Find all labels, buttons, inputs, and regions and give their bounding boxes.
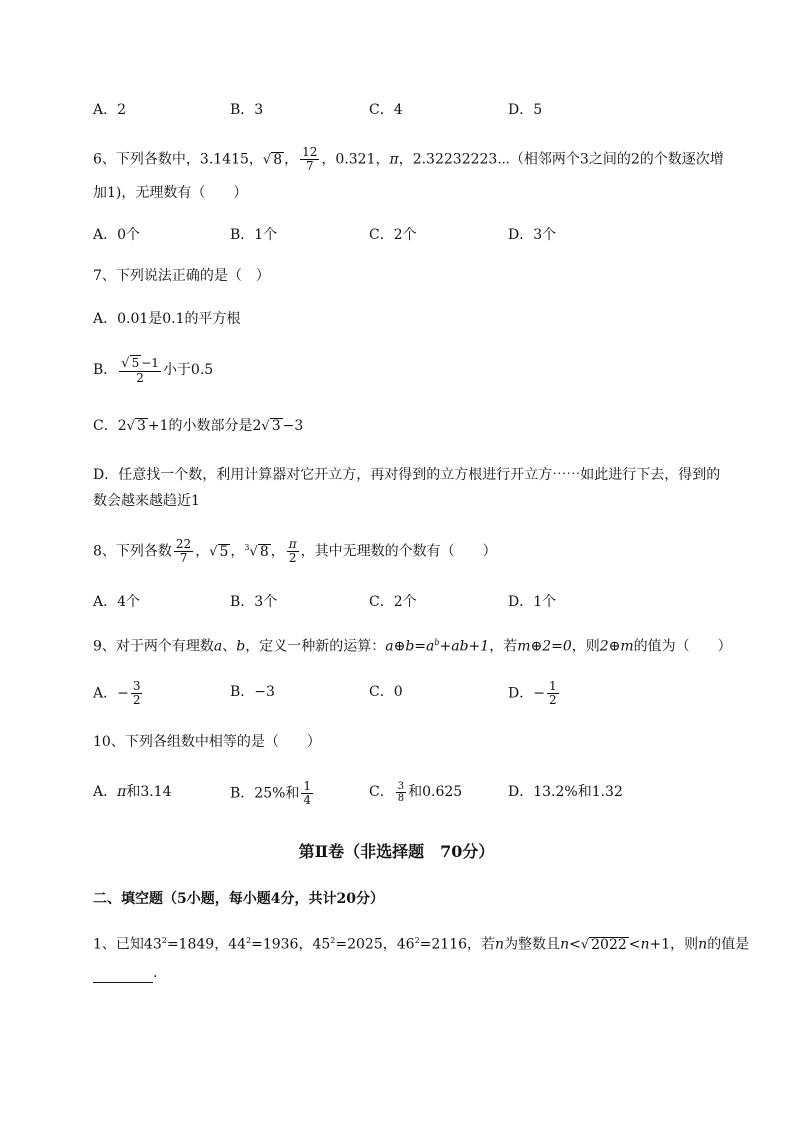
- q7-option-a: A．0.01是0.1的平方根: [93, 311, 241, 327]
- frac-denominator: 4: [303, 793, 312, 807]
- pi-symbol: π: [117, 784, 127, 800]
- q8-stem-text: ，其中无理数的个数有（ ）: [300, 543, 497, 560]
- frac-denominator: 2: [132, 693, 141, 707]
- fill1-text: =1936，45: [251, 936, 331, 953]
- q10-options: [93, 780, 753, 810]
- q8-option-c: C．2个: [369, 594, 417, 610]
- sqrt-value: 3: [271, 418, 281, 434]
- q6-options: [93, 223, 753, 247]
- fill1-stem: 1、已知$43^2=1849$，$44^2=1936$，$45^2=2025$，$46^2=2116$，若n为整数且n<√ 2022 <n+1，则n的值是: [93, 936, 750, 953]
- q7-option-b: [93, 355, 213, 385]
- q6-option-d: D．3个: [508, 227, 557, 243]
- var-n: n: [698, 936, 708, 953]
- fill1-text: 1、已知43: [93, 936, 162, 953]
- frac-numerator: π: [288, 537, 297, 552]
- option-label: D．−: [508, 685, 545, 702]
- part2-heading: 二、填空题（5小题，每小题4分，共计20分）: [93, 891, 384, 907]
- q6-sqrt: 8: [273, 151, 283, 168]
- coef: 2: [252, 418, 262, 434]
- sqrt-sign: √: [262, 152, 272, 168]
- frac-numerator: 22: [175, 537, 192, 552]
- q6-fraction: [300, 146, 319, 173]
- fill1-text: 为整数且: [504, 936, 561, 953]
- numerator-rest: −1: [141, 356, 159, 370]
- frac-numerator: 12: [302, 145, 318, 159]
- q6-option-a: A．0个: [93, 227, 141, 243]
- option-text: 和3.14: [126, 784, 172, 800]
- q8-stem: 8、下列各数 $\frac{22}{7}$ ，√ 5 ，$^3$√ 8 ， $\frac{\pi}{2}$ ，其中无理数的个数有（ ）: [93, 537, 497, 566]
- q6-stem-line2: 加1)，无理数有（ ）: [93, 185, 248, 201]
- frac-denominator: 2: [136, 371, 144, 385]
- q9-stem-text: ，若: [489, 638, 518, 655]
- option-label: A．: [93, 784, 118, 800]
- q10-option-c: [369, 780, 462, 804]
- var-b: b: [236, 638, 246, 655]
- q8-options: [93, 590, 753, 614]
- exponent: 2: [414, 936, 420, 945]
- q8-option-a: A．4个: [93, 594, 141, 610]
- fill1-text: +1，则: [649, 936, 699, 953]
- option-fraction: [301, 780, 313, 807]
- q5-option-a: A．2: [93, 102, 127, 118]
- frac-numerator: 3: [132, 679, 141, 693]
- q6-stem-text: 6、下列各数中，3.1415，: [93, 151, 263, 168]
- q6-option-b: B．1个: [230, 227, 278, 243]
- fill1-text: =2025，46: [335, 936, 415, 953]
- exponent: 2: [330, 936, 336, 945]
- q5-option-c: C．4: [369, 102, 403, 118]
- sqrt-value: 5: [219, 543, 229, 560]
- fill1-text: =2116，若: [419, 936, 496, 953]
- q6-option-c: C．2个: [369, 227, 417, 243]
- q7-stem: 7、下列说法正确的是（ ）: [93, 268, 270, 284]
- frac-numerator: 1: [303, 779, 312, 793]
- q9-option-d: [508, 680, 561, 707]
- frac-denominator: 7: [305, 159, 314, 173]
- q7-option-d-line1: D．任意找一个数，利用计算器对它开立方，再对得到的立方根进行开立方⋯⋯如此进行下去，得到的: [93, 467, 721, 483]
- cbrt-index: 3: [244, 543, 250, 552]
- formula-exponent: b: [434, 638, 440, 647]
- option-label: B．: [93, 362, 118, 378]
- less-than: <: [628, 936, 641, 953]
- q6-stem-text: ，0.321，: [321, 151, 390, 168]
- coef: 2: [117, 418, 127, 434]
- q9-option-b: B．−3: [230, 684, 275, 700]
- frac-denominator: 2: [548, 693, 557, 707]
- sqrt-value: 2022: [591, 936, 627, 953]
- frac-numerator: 3: [397, 780, 405, 792]
- sqrt-value: 3: [136, 418, 146, 434]
- condition: m⊕2=0: [517, 638, 572, 655]
- q9-stem-text: ，则: [571, 638, 600, 655]
- term: +1: [147, 418, 169, 434]
- var-n: n: [560, 936, 570, 953]
- option-text: B．25%和: [230, 785, 300, 802]
- q7-option-d-line2: 数会越来越趋近1: [93, 493, 200, 509]
- frac-denominator: 2: [288, 551, 297, 566]
- frac-denominator: 7: [179, 551, 188, 566]
- fill1-text: 的值是: [707, 936, 750, 953]
- q5-options: [93, 98, 753, 122]
- q9-option-a: [93, 680, 144, 707]
- exponent: 2: [246, 936, 252, 945]
- q8-option-d: D．1个: [508, 594, 557, 610]
- q7-option-c: C．2√ 3 +1的小数部分是2√ 3 −3: [93, 418, 304, 434]
- q10-option-d: D．13.2%和1.32: [508, 784, 623, 800]
- fill1-answer-line: [93, 963, 157, 983]
- q10-stem: 10、下列各组数中相等的是（ ）: [93, 734, 321, 750]
- q9-option-c: C．0: [369, 684, 403, 700]
- option-fraction: [547, 680, 559, 707]
- var-n: n: [495, 936, 505, 953]
- q10-option-b: [230, 780, 315, 807]
- q8-pi-fraction: [287, 538, 299, 565]
- pi-symbol: π: [389, 151, 399, 168]
- q9-stem-text: 9、对于两个有理数: [93, 638, 214, 655]
- q9-stem-text: 的值为（ ）: [633, 638, 732, 655]
- option-label: C．: [369, 784, 394, 800]
- sqrt-value: 5: [131, 356, 140, 370]
- q5-option-b: B．3: [230, 102, 264, 118]
- var-a: a: [213, 638, 223, 655]
- separator: 、: [222, 638, 237, 655]
- frac-numerator: 1: [548, 679, 557, 693]
- option-fraction: [131, 680, 143, 707]
- section-title: 第Ⅱ卷（非选择题 70分）: [298, 842, 495, 861]
- frac-numerator: √ 5 −1: [121, 356, 159, 371]
- less-than: <: [569, 936, 581, 953]
- option-text: 的小数部分是: [168, 418, 253, 434]
- fill1-text: =1849，44: [166, 936, 247, 953]
- q9-options: [93, 680, 753, 710]
- q8-option-b: B．3个: [230, 594, 278, 610]
- answer-blank[interactable]: [93, 968, 153, 983]
- formula-rest: +ab+1: [439, 638, 490, 655]
- frac-denominator: 8: [397, 792, 405, 804]
- term: −3: [282, 418, 304, 434]
- q6-stem-text: ，2.32232223⋯（相邻两个3之间的2的个数逐次增: [398, 151, 724, 168]
- q8-fraction: [174, 538, 193, 565]
- option-text: 和0.625: [408, 784, 463, 800]
- q7b-fraction: [119, 355, 161, 385]
- exponent: 2: [161, 936, 167, 945]
- q10-option-a: [93, 780, 172, 804]
- option-label: C．: [93, 418, 118, 434]
- option-label: A．−: [93, 685, 129, 702]
- target-expr: 2⊕m: [599, 638, 634, 655]
- var-n: n: [640, 936, 650, 953]
- formula: a⊕b=a: [385, 638, 435, 655]
- cbrt-value: 8: [259, 543, 269, 560]
- q9-stem-text: ，定义一种新的运算：: [245, 638, 386, 655]
- period: .: [153, 965, 158, 981]
- q9-stem: [93, 633, 732, 657]
- q8-stem-text: 8、下列各数: [93, 543, 172, 560]
- q5-option-d: D．5: [508, 102, 543, 118]
- option-fraction: [396, 781, 406, 804]
- q6-stem: 6、下列各数中，3.1415，√ 8 ， $\frac{12}{7}$ ，0.321，π，2.32232223⋯（相邻两个3之间的2的个数逐次增: [93, 145, 724, 173]
- option-text: 小于0.5: [162, 362, 214, 378]
